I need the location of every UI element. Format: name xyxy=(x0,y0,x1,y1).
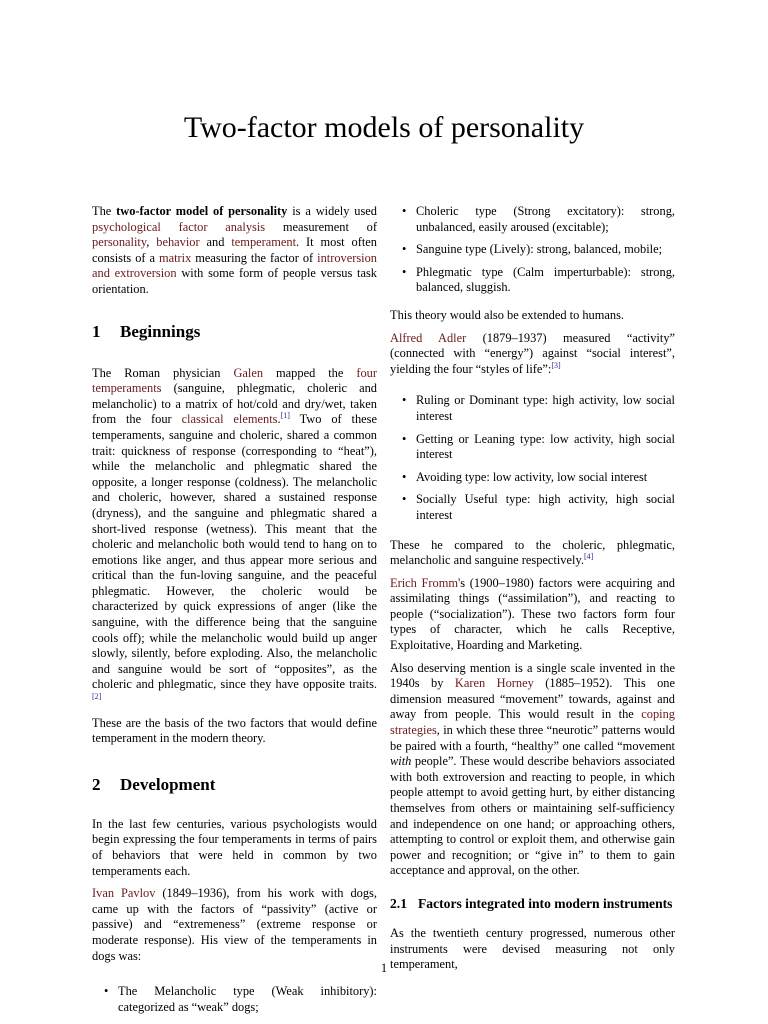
section-title: Beginnings xyxy=(120,321,201,341)
list-item-text: Socially Useful type: high activity, high social interest xyxy=(416,492,675,522)
text: (1879–1937) measured “activity” (connected with “energy”) against “social interest”, yielding the four “styles of life”: xyxy=(390,330,676,376)
bullet-icon: • xyxy=(402,492,407,507)
link-ivan-pavlov[interactable]: Ivan Pavlov xyxy=(92,886,156,901)
bullet-icon: • xyxy=(402,469,407,484)
list-item-text: Sanguine type (Lively): strong, balanced, mobile; xyxy=(416,242,663,257)
text: and xyxy=(199,235,232,250)
text: (1849–1936), from his work with dogs, came up with the factors of “passivity” (active or passive) and “extremeness” (extreme response or moderate response). His view of the temperaments in dogs was: xyxy=(92,886,377,963)
link-matrix[interactable]: matrix xyxy=(158,250,192,265)
right-column xyxy=(390,204,675,980)
reference-4[interactable]: [4] xyxy=(583,552,594,562)
link-alfred-adler[interactable]: Alfred Adler xyxy=(390,330,467,345)
text: 's (1900–1980) factors were acquiring and assimilating things (“assimilation”), and reacting to people (“socialization”). These two factors form four types of character, which he calls Receptive, Exploitative, Hoarding and Marketing. xyxy=(390,575,675,653)
section-heading-development xyxy=(92,775,377,795)
development-paragraph-4 xyxy=(390,331,675,378)
text: . xyxy=(277,412,281,427)
section-title: Development xyxy=(120,774,216,794)
text: The Roman physician xyxy=(92,365,234,380)
adler-list xyxy=(390,393,675,523)
bullet-icon: • xyxy=(402,242,407,257)
development-paragraph-5 xyxy=(390,538,675,569)
page-title: Two-factor models of personality xyxy=(183,111,585,144)
development-paragraph-3: This theory would also be extended to humans. xyxy=(390,307,625,322)
page-number: 1 xyxy=(380,961,388,975)
reference-2[interactable]: [2] xyxy=(92,692,102,702)
reference-1[interactable]: [1] xyxy=(280,411,290,421)
bullet-icon: • xyxy=(104,984,109,999)
list-item-text: Phlegmatic type (Calm imperturbable): strong, balanced, sluggish. xyxy=(416,264,675,295)
list-item xyxy=(390,204,675,235)
link-psychological-factor-analysis[interactable]: psychological factor analysis xyxy=(92,219,266,234)
link-four-temperaments[interactable]: four temperaments xyxy=(92,365,377,396)
list-item xyxy=(390,242,675,258)
text: , xyxy=(146,235,157,250)
subsection-title: Factors integrated into modern instruments xyxy=(418,895,673,911)
development-paragraph-6 xyxy=(390,576,675,654)
left-column xyxy=(92,204,377,1022)
text: The xyxy=(92,204,117,218)
beginnings-paragraph-1 xyxy=(92,366,377,709)
development-paragraph-1: In the last few centuries, various psychologists would begin expressing the four temperaments in terms of pairs of behaviors that were held in common by two temperaments each. xyxy=(92,816,377,878)
link-behavior[interactable]: behavior xyxy=(156,235,200,250)
list-item xyxy=(92,984,377,1015)
text: , in which these three “neurotic” patterns would be paired with a fourth, “healthy” one called “movement xyxy=(390,723,675,753)
text: Also deserving mention is a single scale invented in the 1940s by xyxy=(390,660,675,691)
development-paragraph-7 xyxy=(390,661,675,879)
list-item-text: Ruling or Dominant type: high activity, low social interest xyxy=(416,393,675,423)
list-item xyxy=(390,470,675,486)
text: . It most often consists of a xyxy=(92,235,377,265)
list-item-text: Getting or Leaning type: low activity, high social interest xyxy=(416,431,675,462)
text: These he compared to the choleric, phlegmatic, melancholic and sanguine respectively. xyxy=(390,537,675,568)
bullet-icon: • xyxy=(402,393,407,408)
bold-term: two-factor model of personality xyxy=(116,204,288,218)
text: mapped the xyxy=(263,365,357,380)
development-paragraph-2 xyxy=(92,886,377,964)
link-coping-strategies[interactable]: coping strategies xyxy=(390,707,675,738)
list-item xyxy=(390,393,675,424)
text: (1885–1952). This one dimension measured “movement” towards, against and away from people. This would result in the xyxy=(390,676,675,722)
text: people”. These would describe behaviors associated with both extroversion and reacting to people, in which people attempt to avoid getting hurt, by either distancing themselves from others or maintaining self-sufficiency and independence on one hand; or approaching others, attempting to control or exploit them, and otherwise gain power and recognition; or “give in” to them to gain acceptance and approval, on the other. xyxy=(390,754,675,878)
link-classical-elements[interactable]: classical elements xyxy=(181,412,278,427)
link-temperament[interactable]: temperament xyxy=(231,235,297,250)
link-personality[interactable]: personality xyxy=(92,235,147,250)
text: measuring the factor of xyxy=(191,250,318,265)
emphasis: with xyxy=(390,754,412,769)
intro-paragraph xyxy=(92,204,377,298)
subsection-paragraph-1: As the twentieth century progressed, numerous other instruments were devised measuring not only temperament, xyxy=(390,925,675,972)
list-item xyxy=(390,492,675,523)
section-heading-beginnings xyxy=(92,322,377,342)
list-item xyxy=(390,432,675,463)
text: (sanguine, phlegmatic, choleric and melancholic) to a matrix of hot/cold and dry/wet, taken from the four xyxy=(92,381,377,427)
pavlov-list-continued xyxy=(390,204,675,296)
link-galen[interactable]: Galen xyxy=(233,365,264,380)
beginnings-paragraph-2: These are the basis of the two factors that would define temperament in the modern theory. xyxy=(92,715,377,746)
section-number: 2 xyxy=(92,774,101,794)
link-erich-fromm[interactable]: Erich Fromm xyxy=(390,575,459,590)
subsection-heading-factors xyxy=(390,895,675,912)
text: is a widely used xyxy=(287,204,377,218)
text: Two of these temperaments, sanguine and choleric, shared a common trait: quickness of response (corresponding to “heat”), while the melancholic and phlegmatic shared the opposite, a longer response (coldness). The melancholic and choleric, however, shared a sustained response (dryness), and the sanguine and phlegmatic shared a short-lived response (wetness). This meant that the choleric and melancholic both would tend to hang on to emotions like anger, and thus appear more serious and critical than the fun-loving sanguine, and the peaceful phlegmatic. However, the choleric would be characterized by quick expressions of anger (like the sanguine, with the difference being that the sanguine cools off); while the melancholic would build up anger slowly, silently, before exploding. Also, the melancholic and sanguine would be sort of “opposites”, as the choleric and phlegmatic, since they have opposite traits. xyxy=(92,412,377,692)
subsection-number: 2.1 xyxy=(390,895,407,911)
list-item-text: The Melancholic type (Weak inhibitory): categorized as “weak” dogs; xyxy=(118,984,377,1014)
list-item-text: Avoiding type: low activity, low social interest xyxy=(416,469,648,484)
list-item xyxy=(390,265,675,296)
pavlov-list-start xyxy=(92,984,377,1015)
text: measurement of xyxy=(265,219,377,234)
bullet-icon: • xyxy=(402,264,407,279)
section-number: 1 xyxy=(92,321,101,341)
text: with some form of people versus task orientation. xyxy=(92,266,377,296)
link-introversion-extroversion[interactable]: introversion and extroversion xyxy=(92,250,378,281)
bullet-icon: • xyxy=(402,204,407,218)
bullet-icon: • xyxy=(402,431,407,446)
list-item-text: Choleric type (Strong excitatory): strong, unbalanced, easily aroused (excitable); xyxy=(416,204,675,234)
link-karen-horney[interactable]: Karen Horney xyxy=(454,676,534,691)
reference-3[interactable]: [3] xyxy=(551,360,561,370)
